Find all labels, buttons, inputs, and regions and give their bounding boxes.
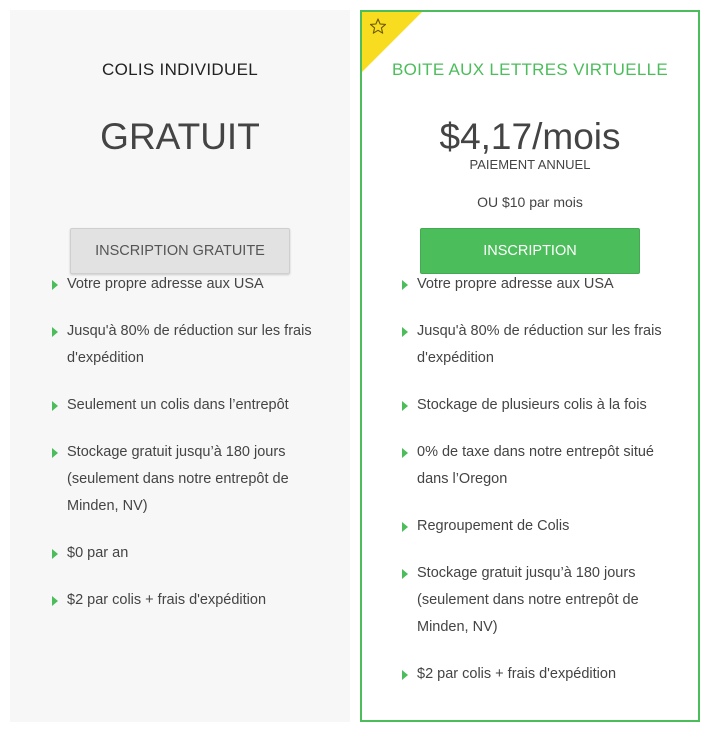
feature-item: [10, 271, 350, 298]
plan-title: BOITE AUX LETTRES VIRTUELLE: [391, 60, 669, 79]
feature-text: 0% de taxe dans notre entrepôt situé dans l’Oregon: [417, 444, 654, 487]
feature-text: Jusqu'à 80% de réduction sur les frais d'expédition: [417, 323, 662, 366]
feature-text: Votre propre adresse aux USA: [417, 276, 614, 292]
free-signup-button[interactable]: INSCRIPTION GRATUITE: [70, 228, 290, 274]
bullet-arrow-icon: [402, 670, 408, 680]
feature-text: Votre propre adresse aux USA: [67, 276, 264, 292]
feature-item: [10, 439, 350, 520]
feature-item: [362, 513, 698, 540]
feature-text: Jusqu'à 80% de réduction sur les frais d'expédition: [67, 323, 312, 366]
signup-button[interactable]: INSCRIPTION: [420, 228, 640, 274]
bullet-arrow-icon: [52, 327, 58, 337]
feature-item: [362, 439, 698, 493]
bullet-arrow-icon: [402, 327, 408, 337]
monthly-alternative-price: OU $10 par mois: [477, 194, 583, 210]
feature-text: $2 par colis + frais d'expédition: [67, 592, 267, 608]
feature-item: [362, 318, 698, 372]
feature-text: Seulement un colis dans l’entrepôt: [67, 397, 289, 413]
bullet-arrow-icon: [402, 401, 408, 411]
feature-text: $2 par colis + frais d'expédition: [417, 666, 617, 682]
feature-text: Regroupement de Colis: [417, 518, 570, 534]
feature-text: $0 par an: [67, 545, 129, 561]
bullet-arrow-icon: [52, 401, 58, 411]
feature-text: Stockage de plusieurs colis à la fois: [417, 397, 647, 413]
bullet-arrow-icon: [52, 448, 58, 458]
bullet-arrow-icon: [402, 280, 408, 290]
feature-item: [362, 271, 698, 298]
feature-list: [10, 271, 350, 634]
bullet-arrow-icon: [52, 549, 58, 559]
billing-period: PAIEMENT ANNUEL: [469, 157, 591, 172]
bullet-arrow-icon: [402, 448, 408, 458]
bullet-arrow-icon: [52, 596, 58, 606]
feature-text: Stockage gratuit jusqu’à 180 jours (seulement dans notre entrepôt de Minden, NV): [417, 565, 639, 635]
feature-item: [362, 560, 698, 641]
feature-text: Stockage gratuit jusqu’à 180 jours (seulement dans notre entrepôt de Minden, NV): [67, 444, 289, 514]
feature-list: [362, 271, 698, 708]
bullet-arrow-icon: [402, 522, 408, 532]
feature-item: [362, 661, 698, 688]
feature-item: [10, 540, 350, 567]
feature-item: [362, 392, 698, 419]
plan-card-virtual-mailbox: [360, 10, 700, 722]
feature-item: [10, 318, 350, 372]
plan-title: COLIS INDIVIDUEL: [102, 60, 258, 79]
plan-card-individual: [10, 10, 350, 722]
plan-price: $4,17/mois: [439, 116, 621, 157]
feature-item: [10, 587, 350, 614]
feature-item: [10, 392, 350, 419]
bullet-arrow-icon: [52, 280, 58, 290]
bullet-arrow-icon: [402, 569, 408, 579]
plan-price: GRATUIT: [100, 116, 260, 157]
